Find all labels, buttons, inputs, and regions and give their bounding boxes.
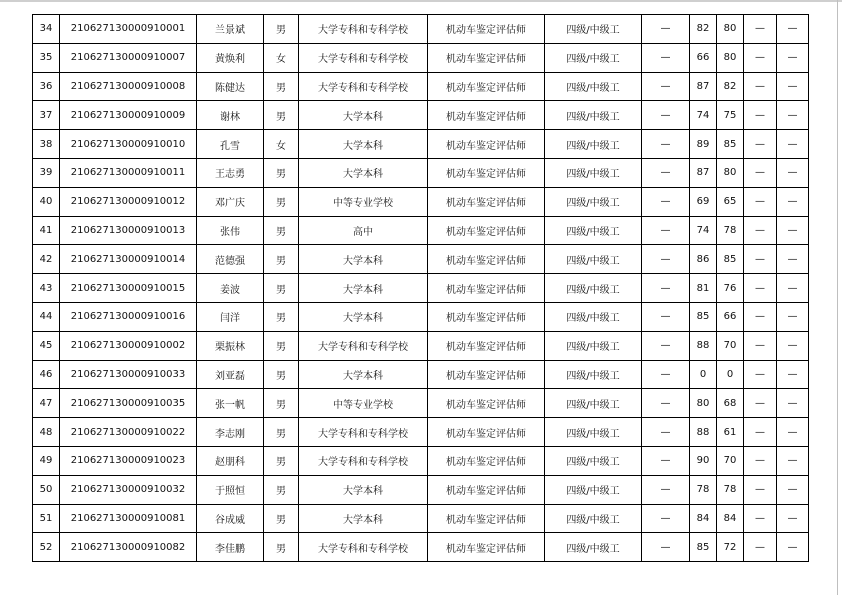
gender-cell: 男	[264, 475, 299, 504]
candidate-name-cell: 姜波	[197, 274, 264, 303]
ticket-number-cell: 210627130000910033	[60, 360, 197, 389]
dash-cell: —	[777, 533, 809, 562]
occupation-cell: 机动车鉴定评估师	[428, 101, 545, 130]
gender-cell: 男	[264, 101, 299, 130]
dash-cell: —	[744, 187, 777, 216]
dash-cell: —	[744, 331, 777, 360]
table-row	[33, 43, 809, 72]
practical-score-cell: 85	[717, 245, 744, 274]
occupation-cell: 机动车鉴定评估师	[428, 302, 545, 331]
dash-cell: —	[642, 72, 690, 101]
theory-score-cell: 80	[690, 389, 717, 418]
ticket-number-cell: 210627130000910035	[60, 389, 197, 418]
occupation-cell: 机动车鉴定评估师	[428, 533, 545, 562]
education-cell: 大学本科	[299, 504, 428, 533]
row-number-cell: 47	[33, 389, 60, 418]
dash-cell: —	[744, 43, 777, 72]
ticket-number-cell: 210627130000910012	[60, 187, 197, 216]
dash-cell: —	[777, 389, 809, 418]
gender-cell: 男	[264, 446, 299, 475]
dash-cell: —	[744, 245, 777, 274]
skill-level-cell: 四级/中级工	[545, 360, 642, 389]
occupation-cell: 机动车鉴定评估师	[428, 72, 545, 101]
dash-cell: —	[744, 158, 777, 187]
ticket-number-cell: 210627130000910008	[60, 72, 197, 101]
row-number-cell: 37	[33, 101, 60, 130]
table-row	[33, 504, 809, 533]
gender-cell: 女	[264, 130, 299, 159]
row-number-cell: 34	[33, 15, 60, 44]
dash-cell: —	[744, 101, 777, 130]
gender-cell: 男	[264, 245, 299, 274]
dash-cell: —	[777, 274, 809, 303]
practical-score-cell: 0	[717, 360, 744, 389]
ticket-number-cell: 210627130000910007	[60, 43, 197, 72]
occupation-cell: 机动车鉴定评估师	[428, 15, 545, 44]
table-row	[33, 158, 809, 187]
theory-score-cell: 85	[690, 302, 717, 331]
dash-cell: —	[744, 130, 777, 159]
row-number-cell: 40	[33, 187, 60, 216]
row-number-cell: 39	[33, 158, 60, 187]
education-cell: 大学本科	[299, 245, 428, 274]
dash-cell: —	[744, 302, 777, 331]
candidate-name-cell: 陈健达	[197, 72, 264, 101]
dash-cell: —	[744, 72, 777, 101]
dash-cell: —	[777, 245, 809, 274]
ticket-number-cell: 210627130000910010	[60, 130, 197, 159]
ticket-number-cell: 210627130000910001	[60, 15, 197, 44]
row-number-cell: 52	[33, 533, 60, 562]
practical-score-cell: 84	[717, 504, 744, 533]
practical-score-cell: 85	[717, 130, 744, 159]
occupation-cell: 机动车鉴定评估师	[428, 245, 545, 274]
dash-cell: —	[642, 15, 690, 44]
ticket-number-cell: 210627130000910081	[60, 504, 197, 533]
dash-cell: —	[642, 533, 690, 562]
education-cell: 大学本科	[299, 360, 428, 389]
practical-score-cell: 75	[717, 101, 744, 130]
education-cell: 大学本科	[299, 274, 428, 303]
education-cell: 大学本科	[299, 101, 428, 130]
theory-score-cell: 82	[690, 15, 717, 44]
dash-cell: —	[777, 504, 809, 533]
occupation-cell: 机动车鉴定评估师	[428, 475, 545, 504]
dash-cell: —	[642, 158, 690, 187]
skill-level-cell: 四级/中级工	[545, 130, 642, 159]
practical-score-cell: 72	[717, 533, 744, 562]
dash-cell: —	[777, 187, 809, 216]
row-number-cell: 36	[33, 72, 60, 101]
candidate-name-cell: 栗振林	[197, 331, 264, 360]
practical-score-cell: 80	[717, 43, 744, 72]
education-cell: 大学专科和专科学校	[299, 331, 428, 360]
skill-level-cell: 四级/中级工	[545, 15, 642, 44]
ticket-number-cell: 210627130000910023	[60, 446, 197, 475]
education-cell: 大学专科和专科学校	[299, 15, 428, 44]
education-cell: 大学本科	[299, 302, 428, 331]
dash-cell: —	[744, 360, 777, 389]
row-number-cell: 51	[33, 504, 60, 533]
gender-cell: 男	[264, 274, 299, 303]
dash-cell: —	[777, 130, 809, 159]
dash-cell: —	[777, 72, 809, 101]
occupation-cell: 机动车鉴定评估师	[428, 187, 545, 216]
gender-cell: 男	[264, 389, 299, 418]
gender-cell: 男	[264, 72, 299, 101]
practical-score-cell: 70	[717, 331, 744, 360]
occupation-cell: 机动车鉴定评估师	[428, 274, 545, 303]
practical-score-cell: 78	[717, 475, 744, 504]
practical-score-cell: 61	[717, 418, 744, 447]
practical-score-cell: 78	[717, 216, 744, 245]
practical-score-cell: 82	[717, 72, 744, 101]
candidate-name-cell: 刘亚磊	[197, 360, 264, 389]
occupation-cell: 机动车鉴定评估师	[428, 418, 545, 447]
dash-cell: —	[642, 389, 690, 418]
dash-cell: —	[777, 43, 809, 72]
theory-score-cell: 86	[690, 245, 717, 274]
practical-score-cell: 70	[717, 446, 744, 475]
skill-level-cell: 四级/中级工	[545, 389, 642, 418]
page-top-rule	[0, 0, 842, 2]
education-cell: 大学本科	[299, 158, 428, 187]
exam-results-table	[32, 14, 809, 562]
practical-score-cell: 65	[717, 187, 744, 216]
gender-cell: 男	[264, 158, 299, 187]
education-cell: 中等专业学校	[299, 389, 428, 418]
row-number-cell: 45	[33, 331, 60, 360]
dash-cell: —	[642, 130, 690, 159]
theory-score-cell: 74	[690, 101, 717, 130]
education-cell: 大学专科和专科学校	[299, 533, 428, 562]
row-number-cell: 44	[33, 302, 60, 331]
theory-score-cell: 85	[690, 533, 717, 562]
candidate-name-cell: 兰景斌	[197, 15, 264, 44]
dash-cell: —	[777, 475, 809, 504]
candidate-name-cell: 范德强	[197, 245, 264, 274]
gender-cell: 男	[264, 302, 299, 331]
skill-level-cell: 四级/中级工	[545, 158, 642, 187]
ticket-number-cell: 210627130000910016	[60, 302, 197, 331]
dash-cell: —	[744, 418, 777, 447]
education-cell: 大学本科	[299, 130, 428, 159]
candidate-name-cell: 张一帆	[197, 389, 264, 418]
education-cell: 大学本科	[299, 475, 428, 504]
skill-level-cell: 四级/中级工	[545, 245, 642, 274]
dash-cell: —	[642, 43, 690, 72]
ticket-number-cell: 210627130000910022	[60, 418, 197, 447]
dash-cell: —	[744, 274, 777, 303]
skill-level-cell: 四级/中级工	[545, 187, 642, 216]
occupation-cell: 机动车鉴定评估师	[428, 130, 545, 159]
table-body	[33, 15, 809, 562]
practical-score-cell: 68	[717, 389, 744, 418]
education-cell: 大学专科和专科学校	[299, 446, 428, 475]
dash-cell: —	[642, 274, 690, 303]
gender-cell: 男	[264, 15, 299, 44]
theory-score-cell: 89	[690, 130, 717, 159]
gender-cell: 男	[264, 187, 299, 216]
dash-cell: —	[777, 15, 809, 44]
skill-level-cell: 四级/中级工	[545, 302, 642, 331]
dash-cell: —	[744, 15, 777, 44]
table-row	[33, 101, 809, 130]
table-row	[33, 130, 809, 159]
skill-level-cell: 四级/中级工	[545, 331, 642, 360]
ticket-number-cell: 210627130000910082	[60, 533, 197, 562]
table-row	[33, 72, 809, 101]
ticket-number-cell: 210627130000910013	[60, 216, 197, 245]
candidate-name-cell: 李佳鹏	[197, 533, 264, 562]
dash-cell: —	[642, 187, 690, 216]
dash-cell: —	[642, 216, 690, 245]
occupation-cell: 机动车鉴定评估师	[428, 389, 545, 418]
dash-cell: —	[642, 446, 690, 475]
row-number-cell: 50	[33, 475, 60, 504]
occupation-cell: 机动车鉴定评估师	[428, 158, 545, 187]
practical-score-cell: 80	[717, 15, 744, 44]
skill-level-cell: 四级/中级工	[545, 504, 642, 533]
dash-cell: —	[777, 101, 809, 130]
table-row	[33, 418, 809, 447]
dash-cell: —	[642, 245, 690, 274]
dash-cell: —	[777, 216, 809, 245]
table-row	[33, 446, 809, 475]
theory-score-cell: 90	[690, 446, 717, 475]
candidate-name-cell: 赵朋科	[197, 446, 264, 475]
dash-cell: —	[744, 216, 777, 245]
candidate-name-cell: 黄焕利	[197, 43, 264, 72]
row-number-cell: 46	[33, 360, 60, 389]
theory-score-cell: 78	[690, 475, 717, 504]
skill-level-cell: 四级/中级工	[545, 533, 642, 562]
table-row	[33, 245, 809, 274]
candidate-name-cell: 谢林	[197, 101, 264, 130]
dash-cell: —	[642, 475, 690, 504]
theory-score-cell: 66	[690, 43, 717, 72]
row-number-cell: 42	[33, 245, 60, 274]
gender-cell: 男	[264, 216, 299, 245]
occupation-cell: 机动车鉴定评估师	[428, 446, 545, 475]
ticket-number-cell: 210627130000910015	[60, 274, 197, 303]
dash-cell: —	[744, 504, 777, 533]
dash-cell: —	[642, 504, 690, 533]
skill-level-cell: 四级/中级工	[545, 72, 642, 101]
row-number-cell: 49	[33, 446, 60, 475]
education-cell: 中等专业学校	[299, 187, 428, 216]
skill-level-cell: 四级/中级工	[545, 216, 642, 245]
skill-level-cell: 四级/中级工	[545, 43, 642, 72]
practical-score-cell: 76	[717, 274, 744, 303]
row-number-cell: 35	[33, 43, 60, 72]
candidate-name-cell: 于照恒	[197, 475, 264, 504]
gender-cell: 男	[264, 360, 299, 389]
candidate-name-cell: 张伟	[197, 216, 264, 245]
theory-score-cell: 88	[690, 418, 717, 447]
row-number-cell: 48	[33, 418, 60, 447]
table-row	[33, 389, 809, 418]
theory-score-cell: 84	[690, 504, 717, 533]
candidate-name-cell: 王志勇	[197, 158, 264, 187]
ticket-number-cell: 210627130000910032	[60, 475, 197, 504]
ticket-number-cell: 210627130000910009	[60, 101, 197, 130]
candidate-name-cell: 谷成威	[197, 504, 264, 533]
candidate-name-cell: 孔雪	[197, 130, 264, 159]
dash-cell: —	[642, 360, 690, 389]
occupation-cell: 机动车鉴定评估师	[428, 331, 545, 360]
ticket-number-cell: 210627130000910014	[60, 245, 197, 274]
candidate-name-cell: 闫洋	[197, 302, 264, 331]
gender-cell: 男	[264, 533, 299, 562]
education-cell: 大学专科和专科学校	[299, 418, 428, 447]
skill-level-cell: 四级/中级工	[545, 475, 642, 504]
table-row	[33, 15, 809, 44]
table-row	[33, 302, 809, 331]
table-row	[33, 360, 809, 389]
row-number-cell: 43	[33, 274, 60, 303]
table-row	[33, 274, 809, 303]
theory-score-cell: 0	[690, 360, 717, 389]
gender-cell: 男	[264, 331, 299, 360]
skill-level-cell: 四级/中级工	[545, 418, 642, 447]
theory-score-cell: 81	[690, 274, 717, 303]
dash-cell: —	[744, 533, 777, 562]
gender-cell: 男	[264, 504, 299, 533]
education-cell: 大学专科和专科学校	[299, 43, 428, 72]
theory-score-cell: 87	[690, 72, 717, 101]
candidate-name-cell: 李志刚	[197, 418, 264, 447]
table-row	[33, 216, 809, 245]
row-number-cell: 41	[33, 216, 60, 245]
gender-cell: 男	[264, 418, 299, 447]
occupation-cell: 机动车鉴定评估师	[428, 43, 545, 72]
ticket-number-cell: 210627130000910002	[60, 331, 197, 360]
dash-cell: —	[777, 446, 809, 475]
skill-level-cell: 四级/中级工	[545, 446, 642, 475]
theory-score-cell: 69	[690, 187, 717, 216]
occupation-cell: 机动车鉴定评估师	[428, 216, 545, 245]
theory-score-cell: 87	[690, 158, 717, 187]
occupation-cell: 机动车鉴定评估师	[428, 360, 545, 389]
candidate-name-cell: 邓广庆	[197, 187, 264, 216]
dash-cell: —	[642, 101, 690, 130]
dash-cell: —	[744, 389, 777, 418]
dash-cell: —	[744, 475, 777, 504]
table-row	[33, 331, 809, 360]
ticket-number-cell: 210627130000910011	[60, 158, 197, 187]
table-row	[33, 475, 809, 504]
table-row	[33, 533, 809, 562]
row-number-cell: 38	[33, 130, 60, 159]
theory-score-cell: 74	[690, 216, 717, 245]
dash-cell: —	[744, 446, 777, 475]
dash-cell: —	[642, 302, 690, 331]
skill-level-cell: 四级/中级工	[545, 274, 642, 303]
education-cell: 大学专科和专科学校	[299, 72, 428, 101]
dash-cell: —	[777, 360, 809, 389]
page-right-rule	[837, 0, 838, 595]
gender-cell: 女	[264, 43, 299, 72]
skill-level-cell: 四级/中级工	[545, 101, 642, 130]
practical-score-cell: 80	[717, 158, 744, 187]
dash-cell: —	[642, 418, 690, 447]
dash-cell: —	[642, 331, 690, 360]
table-row	[33, 187, 809, 216]
dash-cell: —	[777, 331, 809, 360]
occupation-cell: 机动车鉴定评估师	[428, 504, 545, 533]
dash-cell: —	[777, 302, 809, 331]
theory-score-cell: 88	[690, 331, 717, 360]
dash-cell: —	[777, 158, 809, 187]
dash-cell: —	[777, 418, 809, 447]
practical-score-cell: 66	[717, 302, 744, 331]
education-cell: 高中	[299, 216, 428, 245]
